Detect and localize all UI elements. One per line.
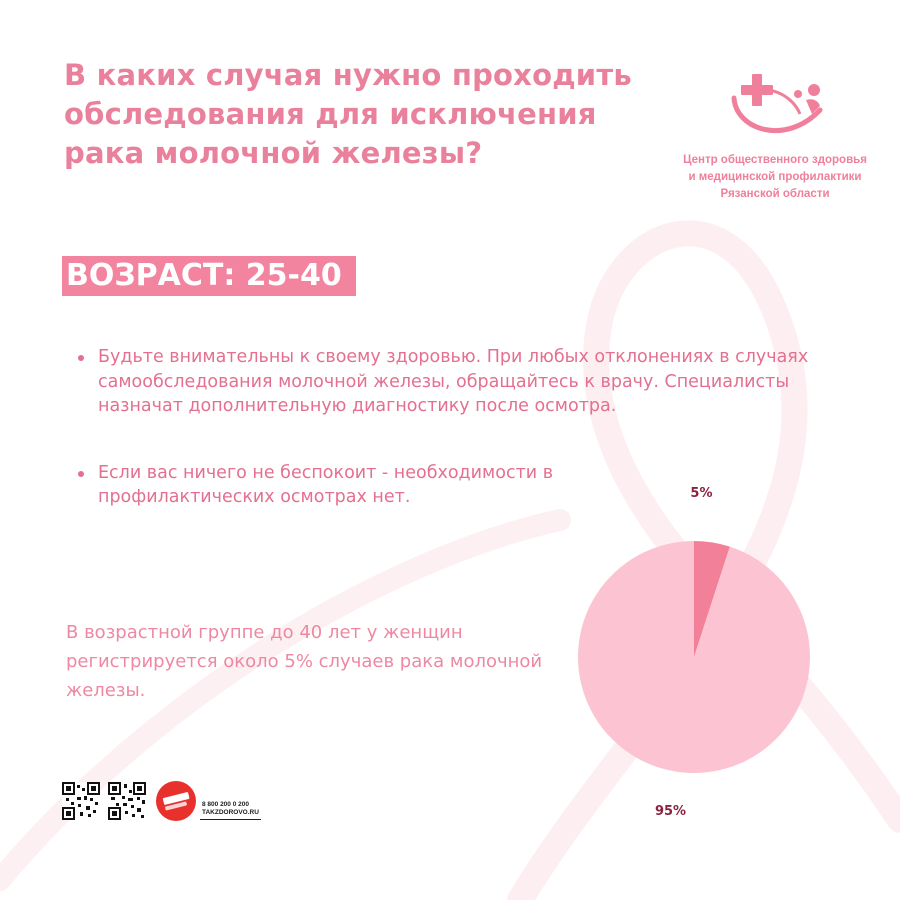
medical-cross-logo-icon [726, 68, 826, 144]
organization-name-line: и медицинской профилактики [688, 171, 862, 183]
footer [62, 780, 262, 822]
tak-zdorovo-logo [155, 780, 197, 822]
advice-item [72, 345, 872, 419]
qr-code-icon [62, 782, 100, 820]
organization-logo [670, 68, 880, 203]
statistic-text: В возрастной группе до 40 лет у женщин регистрируется около 5% случаев рака молочной железы. [66, 622, 543, 701]
hotline-info [200, 801, 261, 820]
pie-chart [560, 485, 860, 840]
qr-code-icon [108, 782, 146, 820]
organization-name-line: Рязанской области [720, 188, 830, 200]
page-title: В каких случая нужно проходить обследования для исключения рака молочной железы? [64, 58, 632, 170]
advice-text: Если вас ничего не беспокоит - необходимости в профилактических осмотрах нет. [98, 462, 554, 507]
hotline-site: TAKZDOROVO.RU [202, 809, 259, 816]
organization-name [670, 152, 880, 203]
advice-list [72, 345, 872, 510]
bullet-dot-icon [78, 471, 84, 477]
bullet-dot-icon [78, 355, 84, 361]
advice-text: Будьте внимательны к своему здоровью. При любых отклонениях в случаях самообследования молочной железы, обращайтесь к врачу. Специалисты назначат дополнительную диагностику после осмотра. [98, 347, 809, 416]
organization-name-line: Центр общественного здоровья [683, 154, 867, 166]
age-badge: ВОЗРАСТ: 25-40 [62, 256, 356, 296]
pie-slice-label: 5% [690, 485, 713, 501]
pie-slice-label: 95% [654, 804, 687, 820]
pie-slice [578, 541, 810, 773]
hotline-phone: 8 800 200 0 200 [202, 801, 249, 808]
